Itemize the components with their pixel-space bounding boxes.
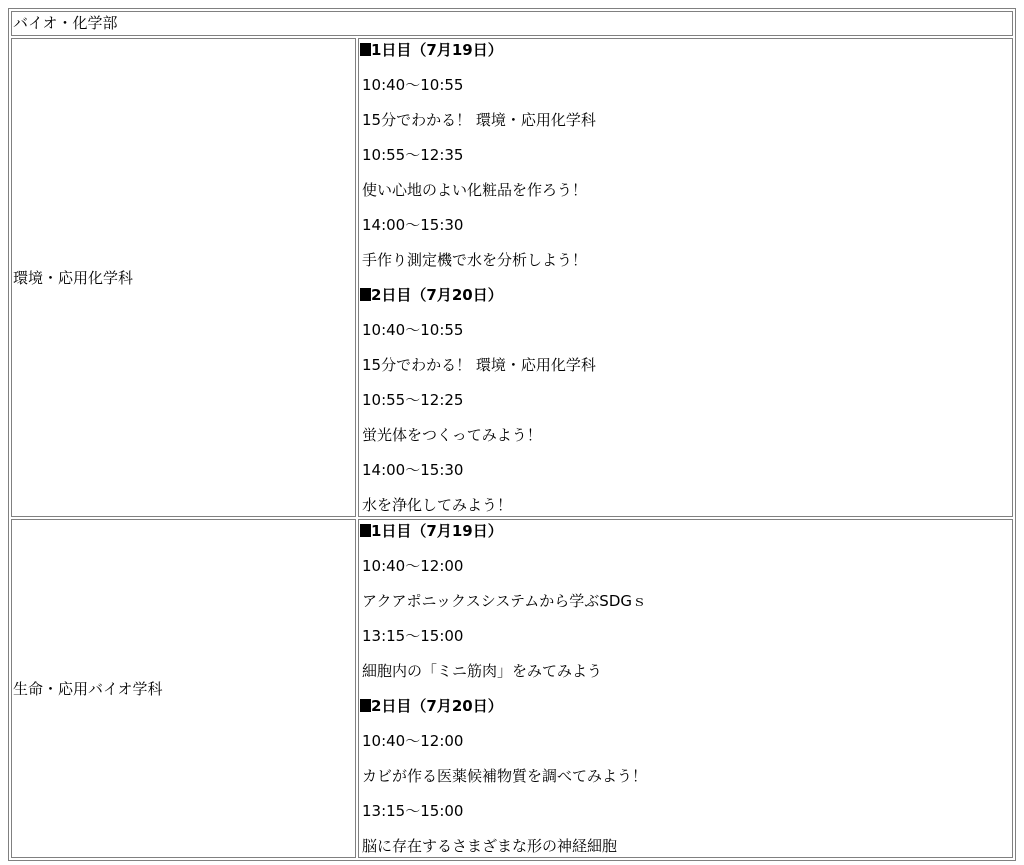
time-slot: 13:15〜15:00 — [362, 627, 464, 645]
schedule-cell — [358, 38, 1013, 517]
time-slot: 10:40〜12:00 — [362, 732, 464, 750]
day-heading — [360, 285, 1011, 305]
day-label: 1日目（7月19日） — [371, 41, 503, 59]
table-header: バイオ・化学部 — [11, 11, 1013, 36]
table-row — [11, 38, 1013, 517]
square-bullet-icon — [360, 699, 371, 712]
time-slot: 10:40〜10:55 — [362, 321, 464, 339]
program-title: 脳に存在するさまざまな形の神経細胞 — [362, 837, 618, 855]
day-heading — [360, 696, 1011, 716]
program-title: 手作り測定機で水を分析しよう！ — [362, 251, 588, 269]
department-name: 環境・応用化学科 — [11, 38, 356, 517]
department-name: 生命・応用バイオ学科 — [11, 519, 356, 858]
day-label: 2日目（7月20日） — [371, 697, 503, 715]
time-slot: 10:40〜12:00 — [362, 557, 464, 575]
day-heading — [360, 40, 1011, 60]
time-slot: 10:55〜12:35 — [362, 146, 464, 164]
square-bullet-icon — [360, 524, 371, 537]
time-slot: 10:40〜10:55 — [362, 76, 464, 94]
program-title: カビが作る医薬候補物質を調べてみよう！ — [362, 767, 648, 785]
program-title: 使い心地のよい化粧品を作ろう！ — [362, 181, 588, 199]
time-slot: 14:00〜15:30 — [362, 461, 464, 479]
schedule-table — [8, 8, 1016, 861]
day-heading — [360, 521, 1011, 541]
program-title: 水を浄化してみよう！ — [362, 496, 513, 514]
program-title: 蛍光体をつくってみよう！ — [362, 426, 542, 444]
time-slot: 14:00〜15:30 — [362, 216, 464, 234]
time-slot: 10:55〜12:25 — [362, 391, 464, 409]
square-bullet-icon — [360, 43, 371, 56]
program-title: 15分でわかる！ 環境・応用化学科 — [362, 356, 596, 374]
program-title: アクアポニックスシステムから学ぶSDGｓ — [362, 592, 647, 610]
program-title: 15分でわかる！ 環境・応用化学科 — [362, 111, 596, 129]
time-slot: 13:15〜15:00 — [362, 802, 464, 820]
schedule-cell — [358, 519, 1013, 858]
table-row — [11, 519, 1013, 858]
day-label: 2日目（7月20日） — [371, 286, 503, 304]
program-title: 細胞内の「ミニ筋肉」をみてみよう — [362, 662, 603, 680]
square-bullet-icon — [360, 288, 371, 301]
day-label: 1日目（7月19日） — [371, 522, 503, 540]
